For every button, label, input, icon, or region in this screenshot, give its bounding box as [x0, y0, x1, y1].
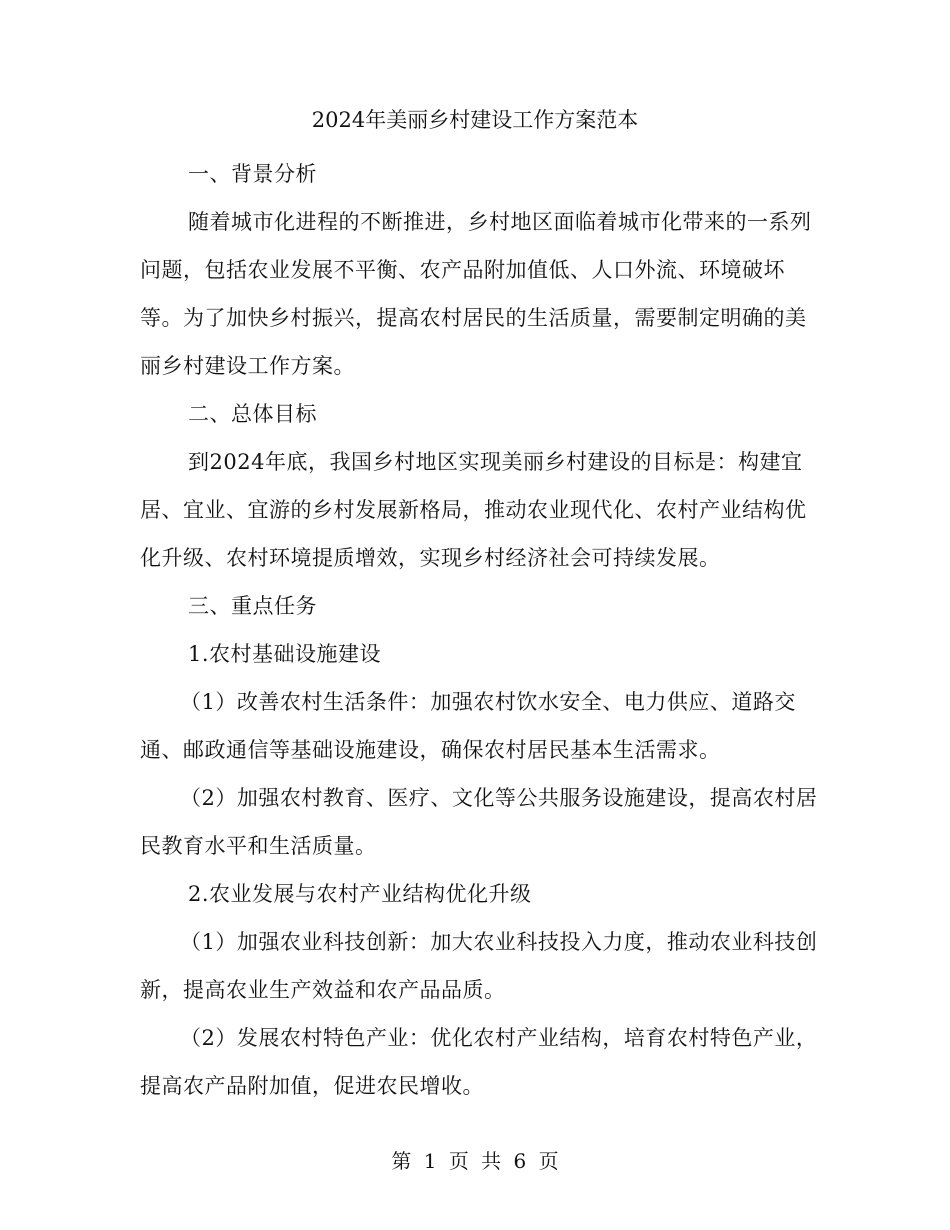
paragraph-goals: 到2024年底，我国乡村地区实现美丽乡村建设的目标是：构建宜居、宜业、宜游的乡村发展新格局，推动农业现代化、农村产业结构优化升级、农村环境提质增效，实现乡村经济社会可持续发展。	[140, 450, 807, 570]
paragraph-agriculture-2: （2）发展农村特色产业：优化农村产业结构，培育农村特色产业，提高农产品附加值，促进农民增收。	[140, 1026, 818, 1098]
document-title: 2024年美丽乡村建设工作方案范本	[311, 108, 639, 132]
section-heading-background: 一、背景分析	[188, 162, 317, 186]
section-heading-tasks: 三、重点任务	[188, 594, 317, 618]
subheading-agriculture: 2.农业发展与农村产业结构优化升级	[188, 882, 532, 906]
paragraph-background: 随着城市化进程的不断推进，乡村地区面临着城市化带来的一系列问题，包括农业发展不平衡、农产品附加值低、人口外流、环境破坏等。为了加快乡村振兴，提高农村居民的生活质量，需要制定明确的美丽乡村建设工作方案。	[140, 210, 812, 378]
page-number-footer: 第 1 页 共 6 页	[391, 1149, 559, 1173]
paragraph-infrastructure-2: （2）加强农村教育、医疗、文化等公共服务设施建设，提高农村居民教育水平和生活质量。	[140, 786, 818, 858]
section-heading-goals: 二、总体目标	[188, 402, 317, 426]
paragraph-agriculture-1: （1）加强农业科技创新：加大农业科技投入力度，推动农业科技创新，提高农业生产效益和农产品品质。	[140, 930, 818, 1002]
subheading-infrastructure: 1.农村基础设施建设	[188, 642, 382, 666]
document-body	[140, 150, 820, 1110]
paragraph-infrastructure-1: （1）改善农村生活条件：加强农村饮水安全、电力供应、道路交通、邮政通信等基础设施建设，确保农村居民基本生活需求。	[140, 690, 796, 762]
